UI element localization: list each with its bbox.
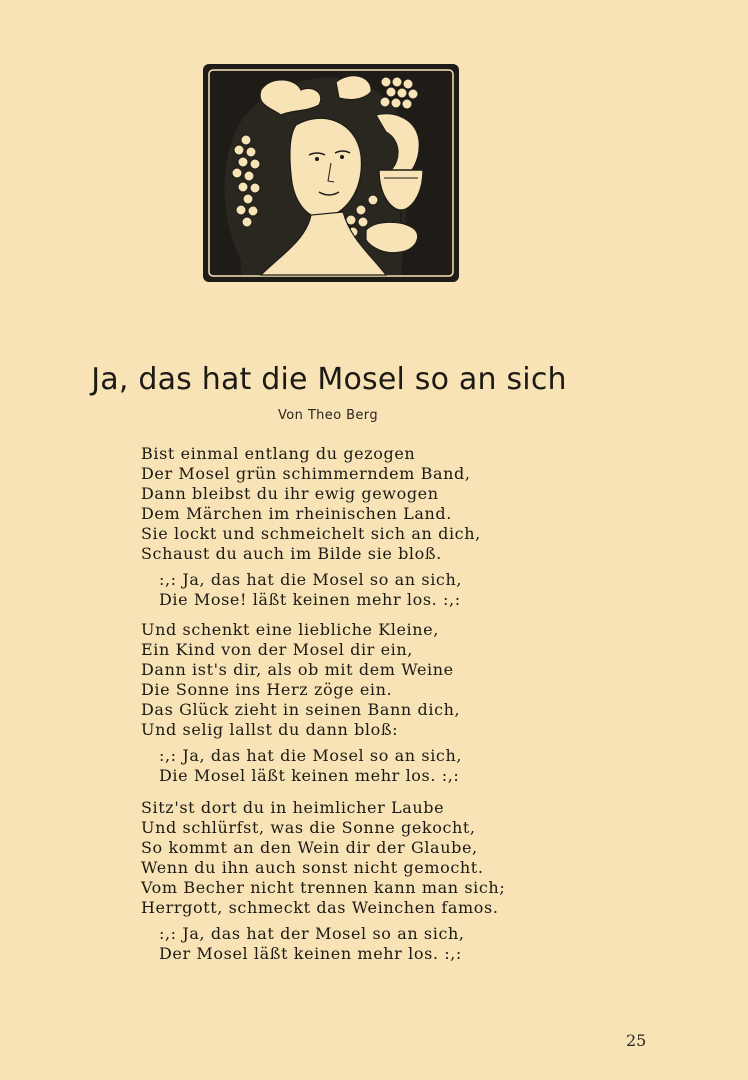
poem-line: Dann ist's dir, als ob mit dem Weine — [141, 660, 454, 679]
author-byline: Von Theo Berg — [278, 408, 378, 423]
poem-line: Schaust du auch im Bilde sie bloß. — [141, 544, 442, 563]
poem-line: Der Mosel grün schimmerndem Band, — [141, 464, 471, 483]
poem-line: Und schlürfst, was die Sonne gekocht, — [141, 818, 476, 837]
poem-line: Dann bleibst du ihr ewig gewogen — [141, 484, 439, 503]
poem-line: Herrgott, schmeckt das Weinchen famos. — [141, 898, 499, 917]
poem-line: Bist einmal entlang du gezogen — [141, 444, 416, 463]
poem-line: So kommt an den Wein dir der Glaube, — [141, 838, 478, 857]
refrain-line: :,: Ja, das hat die Mosel so an sich, — [159, 570, 463, 589]
poem-line: Die Sonne ins Herz zöge ein. — [141, 680, 393, 699]
poem-line: Sitz'st dort du in heimlicher Laube — [141, 798, 445, 817]
poem-line: Sie lockt und schmeichelt sich an dich, — [141, 524, 481, 543]
refrain-line: Die Mose! läßt keinen mehr los. :,: — [159, 590, 461, 609]
page-number: 25 — [626, 1031, 647, 1050]
poem-line: Dem Märchen im rheinischen Land. — [141, 504, 452, 523]
poem-line: Ein Kind von der Mosel dir ein, — [141, 640, 413, 659]
poem-line: Das Glück zieht in seinen Bann dich, — [141, 700, 461, 719]
poem-line: Und schenkt eine liebliche Kleine, — [141, 620, 439, 639]
refrain-line: :,: Ja, das hat die Mosel so an sich, — [159, 746, 463, 765]
poem-line: Und selig lallst du dann bloß: — [141, 720, 399, 739]
refrain-line: Der Mosel läßt keinen mehr los. :,: — [159, 944, 462, 963]
poem-title: Ja, das hat die Mosel so an sich — [91, 362, 567, 397]
refrain-line: :,: Ja, das hat der Mosel so an sich, — [159, 924, 465, 943]
poem-line: Wenn du ihn auch sonst nicht gemocht. — [141, 858, 484, 877]
woman-with-grapes-and-wine-glass-illustration — [201, 60, 461, 286]
poem-line: Vom Becher nicht trennen kann man sich; — [141, 878, 506, 897]
refrain-line: Die Mosel läßt keinen mehr los. :,: — [159, 766, 460, 785]
